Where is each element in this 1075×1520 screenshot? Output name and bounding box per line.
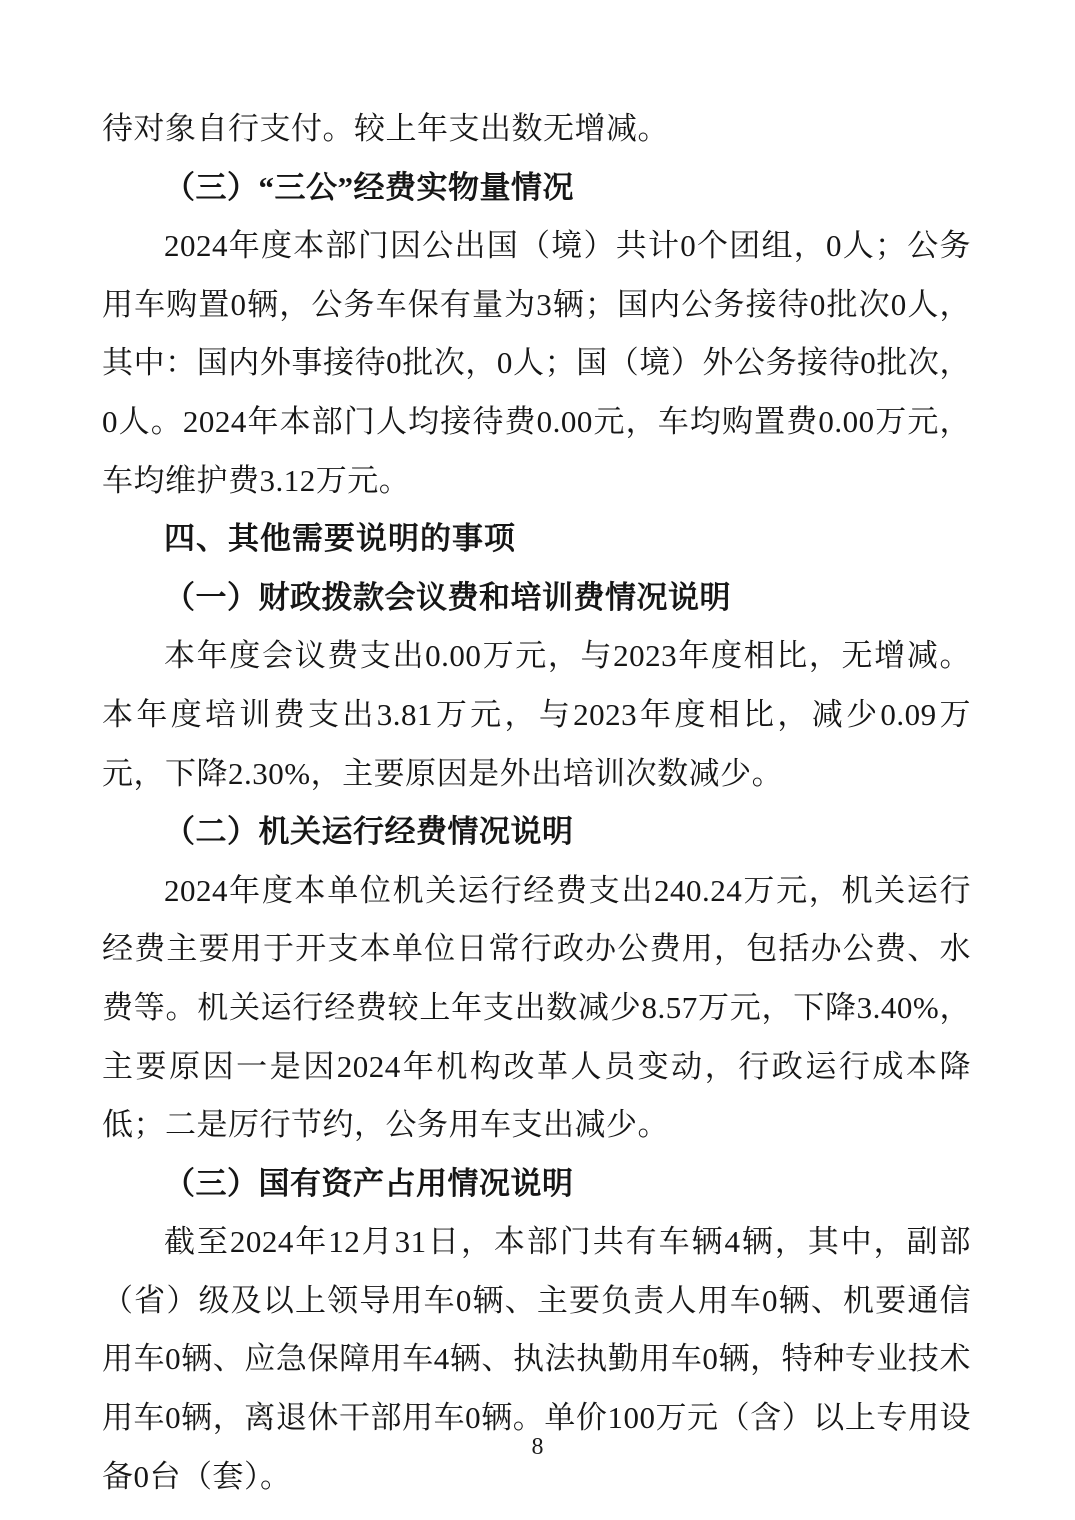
paragraph-operating-expense-detail: 2024年度本单位机关运行经费支出240.24万元，机关运行经费主要用于开支本单位日常行政办公费用，包括办公费、水费等。机关运行经费较上年支出数减少8.57万元，下降3.40%，主要原因一是因2024年机构改革人员变动，行政运行成本降低；二是厉行节约，公务用车支出减少。 [102, 872, 971, 1143]
heading-chapter-four-other-items: 四、其他需要说明的事项 [164, 521, 516, 557]
heading-section-three-public-physical: （三）“三公”经费实物量情况 [164, 169, 574, 205]
page-number: 8 [531, 1434, 544, 1460]
paragraph-continuation: 待对象自行支付。较上年支出数无增减。 [102, 111, 669, 146]
paragraph-three-public-detail: 2024年度本部门因公出国（境）共计0个团组，0人；公务用车购置0辆，公务车保有量为3辆；国内公务接待0批次0人，其中：国内外事接待0批次，0人；国（境）外公务接待0批次，0人。2024年本部门人均接待费0.00元，车均购置费0.00万元，车均维护费3.12万元。 [102, 228, 971, 498]
heading-state-assets-occupancy: （三）国有资产占用情况说明 [164, 1165, 574, 1201]
paragraph-state-assets-detail: 截至2024年12月31日，本部门共有车辆4辆，其中，副部（省）级及以上领导用车0辆、主要负责人用车0辆、机要通信用车0辆、应急保障用车4辆、执法执勤用车0辆，特种专业技术用车0辆，离退休干部用车0辆。单价100万元（含）以上专用设备0台（套）。 [102, 1224, 971, 1494]
paragraph-meeting-training-detail: 本年度会议费支出0.00万元，与2023年度相比，无增减。本年度培训费支出3.81万元，与2023年度相比，减少0.09万元，下降2.30%，主要原因是外出培训次数减少。 [102, 638, 971, 791]
document-content [102, 100, 971, 1506]
heading-meeting-training-fees: （一）财政拨款会议费和培训费情况说明 [164, 579, 731, 615]
heading-agency-operating-expense: （二）机关运行经费情况说明 [164, 814, 574, 850]
